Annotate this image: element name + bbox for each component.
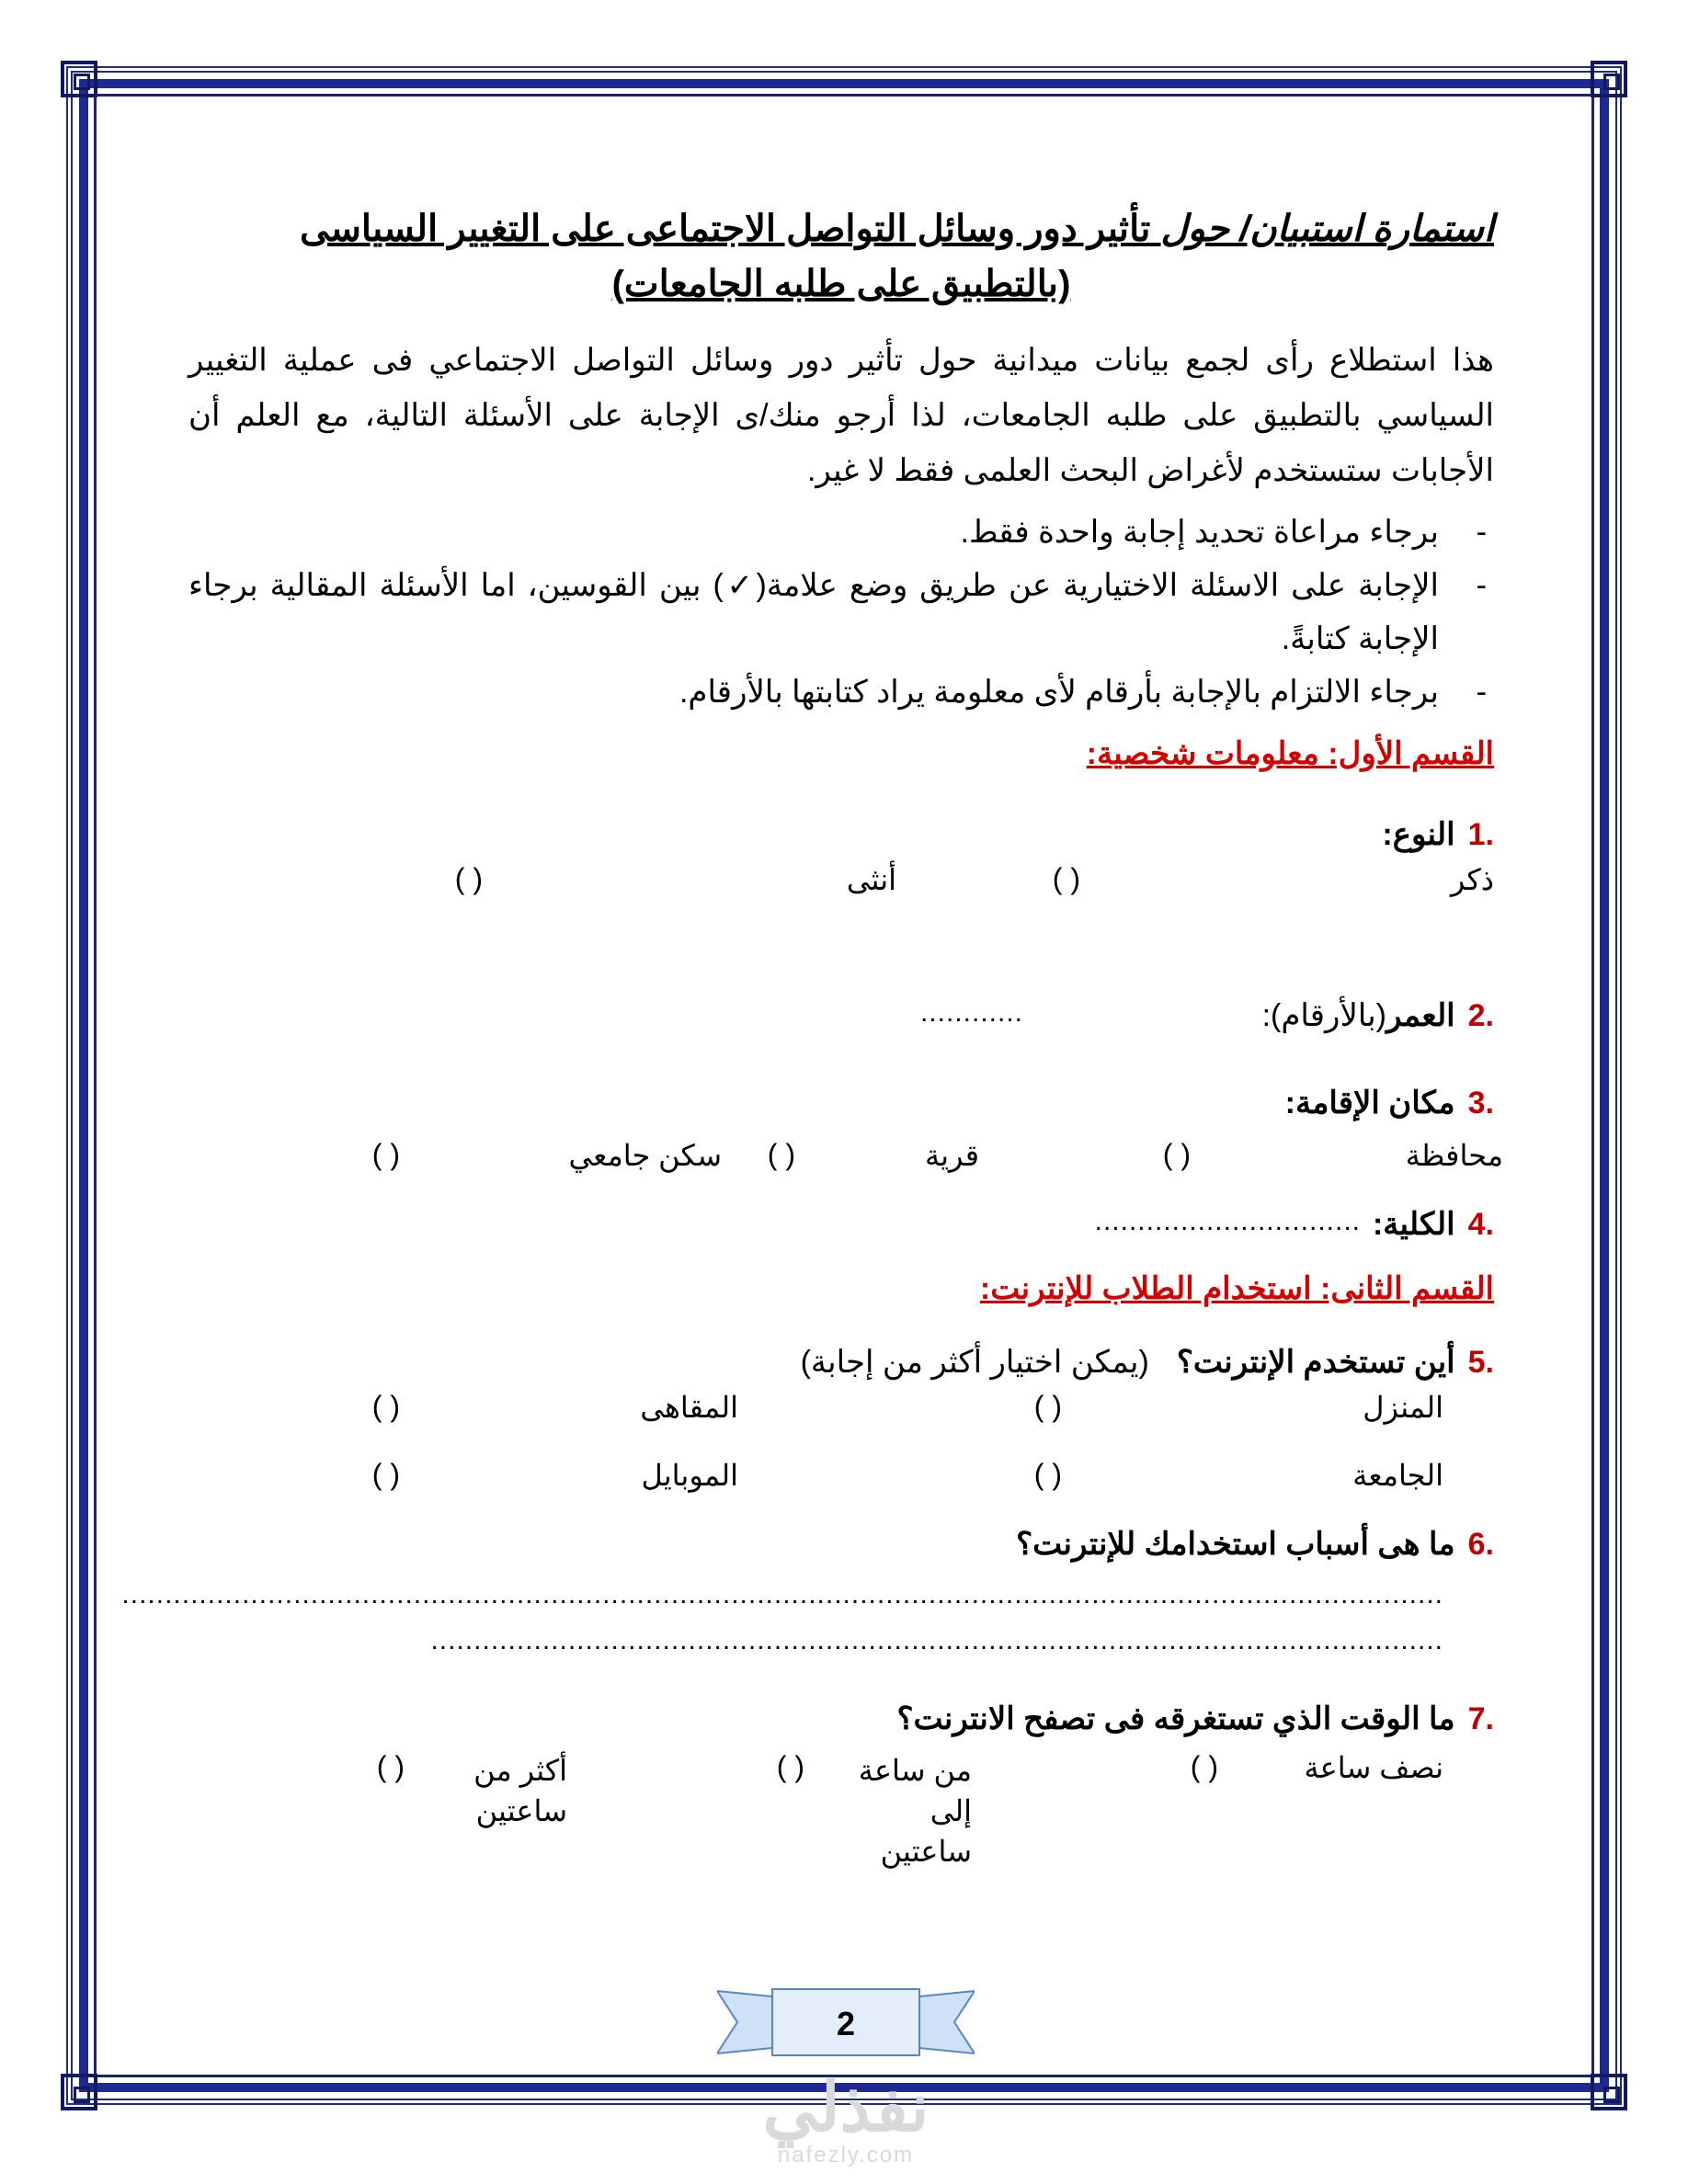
question-where-internet xyxy=(801,1344,1494,1381)
question-number: .6 xyxy=(1467,1527,1494,1562)
checkbox-dorm[interactable]: ( ) xyxy=(371,1138,400,1171)
question-note: (يمكن اختيار أكثر من إجابة) xyxy=(800,1345,1149,1380)
checkbox-village[interactable]: ( ) xyxy=(767,1138,795,1171)
question-label: ما هى أسباب استخدامك للإنترنت؟ xyxy=(1016,1527,1455,1562)
question-label: مكان الإقامة: xyxy=(1284,1086,1455,1120)
option-one-to-two-hours: من ساعة إلى ساعتين xyxy=(858,1754,972,1868)
option-female: أنثى xyxy=(846,863,896,896)
checkbox-cafes[interactable]: ( ) xyxy=(371,1390,400,1423)
section-personal-heading: القسم الأول: معلومات شخصية: xyxy=(1086,736,1494,771)
age-answer-field[interactable]: ............ xyxy=(919,997,1023,1028)
title-rest: تأثير دور وسائل التواصل الاجتماعى على التغيير السياسى xyxy=(300,209,1151,249)
page-number-ribbon xyxy=(717,1985,975,2059)
intro-paragraph: هذا استطلاع رأى لجمع بيانات ميدانية حول تأثير دور وسائل التواصل الاجتماعي فى عملية التغيير السياسي بالتطبيق على طلبه الجامعات، لذا أرجو منك/ى الإجابة على الأسئلة التالية، مع العلم أن الأجابات ستستخدم لأغراض البحث العلمى فقط لا غير. xyxy=(188,343,1494,488)
option-governorate: محافظة xyxy=(1405,1139,1503,1172)
question-number: .5 xyxy=(1467,1345,1494,1380)
checkbox-home[interactable]: ( ) xyxy=(1033,1390,1062,1423)
instruction-item: - الإجابة على الاسئلة الاختيارية عن طريق وضع علامة(✓) بين القوسين، اما الأسئلة المقالية برجاء الإجابة كتابةً. xyxy=(188,559,1494,665)
title-line-1 xyxy=(188,202,1494,256)
question-age xyxy=(1262,997,1494,1034)
reasons-answer-line-1[interactable]: .......................................................................................................................................................... xyxy=(121,1579,1443,1610)
question-number: .2 xyxy=(1467,998,1494,1033)
corner-ornament-top-right xyxy=(1591,61,1627,97)
option-home: المنزل xyxy=(1363,1391,1443,1424)
question-reasons xyxy=(1016,1526,1494,1563)
option-half-hour: نصف ساعة xyxy=(1304,1751,1443,1784)
question-number: .7 xyxy=(1467,1701,1494,1736)
title-italic: استمارة استبيان/ حول xyxy=(1160,209,1494,249)
option-university: الجامعة xyxy=(1352,1459,1443,1492)
question-number: .4 xyxy=(1467,1207,1494,1242)
page-number: 2 xyxy=(836,2005,856,2042)
question-gender xyxy=(1382,816,1494,853)
title-line-2: (بالتطبيق على طلبه الجامعات) xyxy=(611,264,1071,304)
option-cafes: المقاهى xyxy=(640,1391,738,1424)
question-browsing-time xyxy=(897,1701,1495,1737)
question-label: النوع: xyxy=(1382,817,1455,852)
checkbox-governorate[interactable]: ( ) xyxy=(1162,1138,1191,1171)
checkbox-one-to-two-hours[interactable]: ( ) xyxy=(776,1750,804,1783)
question-label: العمر xyxy=(1386,998,1455,1033)
checkbox-university[interactable]: ( ) xyxy=(1033,1458,1062,1491)
question-number: .3 xyxy=(1467,1086,1494,1120)
question-number: .1 xyxy=(1467,817,1494,852)
watermark-arabic: نفذلي xyxy=(762,2069,930,2145)
watermark xyxy=(736,2069,956,2169)
question-label: أين تستخدم الإنترنت؟ xyxy=(1176,1345,1455,1380)
instruction-item: - برجاء الالتزام بالإجابة بأرقام لأى معلومة يراد كتابتها بالأرقام. xyxy=(188,665,1494,719)
question-label: الكلية: xyxy=(1372,1207,1455,1242)
option-dorm: سكن جامعي xyxy=(568,1139,722,1172)
checkbox-male[interactable]: ( ) xyxy=(1052,862,1080,895)
faculty-answer-field[interactable]: ............................... xyxy=(1094,1206,1361,1236)
option-village: قرية xyxy=(924,1139,979,1172)
question-faculty xyxy=(1373,1206,1494,1243)
corner-ornament-bottom-right xyxy=(1591,2074,1627,2110)
watermark-latin: nafezly.com xyxy=(777,2143,915,2167)
checkbox-half-hour[interactable]: ( ) xyxy=(1190,1750,1218,1783)
question-label: ما الوقت الذي تستغرقه فى تصفح الانترنت؟ xyxy=(896,1701,1455,1736)
corner-ornament-top-left xyxy=(61,61,97,97)
option-more-than-two-hours: أكثر من ساعتين xyxy=(473,1754,567,1827)
checkbox-more-than-two-hours[interactable]: ( ) xyxy=(376,1750,405,1783)
instruction-item: - برجاء مراعاة تحديد إجابة واحدة فقط. xyxy=(188,506,1494,559)
checkbox-mobile[interactable]: ( ) xyxy=(371,1458,400,1491)
option-mobile: الموبايل xyxy=(641,1459,738,1492)
question-suffix: (بالأرقام): xyxy=(1261,998,1386,1033)
question-residence xyxy=(1285,1085,1494,1121)
corner-ornament-bottom-left xyxy=(61,2074,97,2110)
reasons-answer-line-2[interactable]: ...................................................................................................................... xyxy=(430,1625,1443,1655)
instructions-list xyxy=(188,506,1494,719)
checkbox-female[interactable]: ( ) xyxy=(454,862,483,895)
section-internet-heading: القسم الثانى: استخدام الطلاب للإنترنت: xyxy=(979,1271,1494,1306)
option-male: ذكر xyxy=(1450,863,1494,896)
